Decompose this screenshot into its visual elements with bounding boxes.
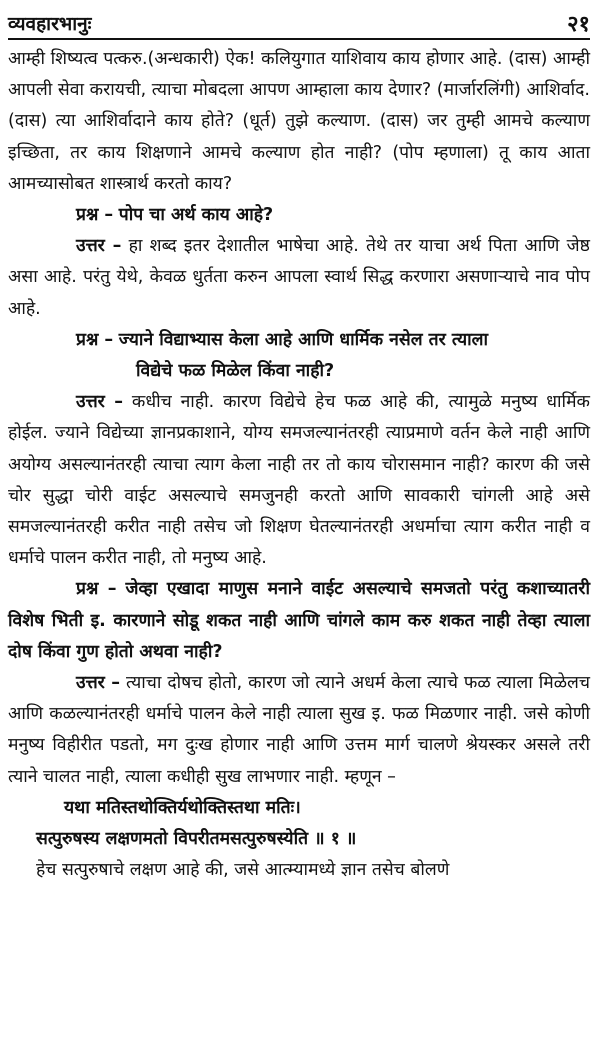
question-continuation: विद्येचे फळ मिळेल किंवा नाही? bbox=[136, 361, 335, 382]
question-label: प्रश्न – bbox=[76, 205, 114, 226]
answer-text: कधीच नाही. कारण विद्येचे हेच फळ आहे की, त्यामुळे मनुष्य धार्मिक होईल. ज्याने विद्येच्या ज्ञानप्रकाशाने, योग्य समजल्यानंतरही त्याप्रमाणे वर्तन केले नाही आणि अयोग्य असल्यानंतरही त्याचा त्याग केला नाही तर तो काय चोरासमान नाही? कारण की जसे चोर सुद्धा चोरी वाईट असल्याचे समजुनही करतो आणि सावकारी चांगली आहे असे समजल्यानंतरही करीत नाही तसेच जो शिक्षण घेतल्यानंतरही अधर्माचा त्याग करीत नाही व धर्माचे पालन करीत नाही, तो मनुष्य आहे. bbox=[8, 392, 590, 569]
question-label: प्रश्न – bbox=[76, 329, 114, 350]
question-text: ज्याने विद्याभ्यास केला आहे आणि धार्मिक नसेल तर त्याला bbox=[118, 329, 489, 350]
answer-text: हा शब्द इतर देशातील भाषेचा आहे. तेथे तर याचा अर्थ पिता आणि जेष्ठ असा आहे. परंतु येथे, केवळ धुर्तता करुन आपला स्वार्थ सिद्ध करणारा असणाऱ्याचे नाव पोप आहे. bbox=[8, 236, 590, 319]
answer-paragraph bbox=[8, 231, 590, 325]
question-paragraph bbox=[8, 574, 590, 668]
answer-paragraph bbox=[8, 668, 590, 793]
running-title: व्यवहारभानुः bbox=[8, 13, 92, 35]
sanskrit-verse-line: सत्पुरुषस्य लक्षणमतो विपरीतमसत्पुरुषस्येति ॥ १ ॥ bbox=[36, 829, 357, 850]
opening-paragraph: आम्ही शिष्यत्व पत्करु.(अन्धकारी) ऐक! कलियुगात याशिवाय काय होणार आहे. (दास) आम्ही आपली सेवा करायची, त्याचा मोबदला आपण आम्हाला काय देणार? (मार्जारलिंगी) आशिर्वाद. (दास) त्या आशिर्वादाने काय होते? (धूर्त) तुझे कल्याण. (दास) जर तुम्ही आमचे कल्याण इच्छिता, तर काय शिक्षणाने आमचे कल्याण होत नाही? (पोप म्हणाला) तू काय आता आमच्यासोबत शास्त्रार्थ करतो काय? bbox=[8, 49, 590, 194]
closing-line: हेच सत्पुरुषाचे लक्षण आहे की, जसे आत्म्यामध्ये ज्ञान तसेच बोलणे bbox=[36, 860, 450, 881]
page-body bbox=[8, 44, 590, 886]
answer-text: त्याचा दोषच होतो, कारण जो त्याने अधर्म केला त्याचे फळ त्याला मिळेलच आणि कळल्यानंतरही धर्माचे पालन केले नाही त्याला सुख इ. फळ मिळणार नाही. जसे कोणी मनुष्य विहीरीत पडतो, मग दुःख होणार नाही आणि उत्तम मार्ग चालणे श्रेयस्कर असले तरी त्याने चालत नाही, त्याला कधीही सुख लाभणार नाही. म्हणून – bbox=[8, 673, 590, 787]
running-header bbox=[8, 0, 590, 40]
page-number: २१ bbox=[567, 12, 590, 37]
answer-label: उत्तर – bbox=[76, 673, 121, 694]
sanskrit-verse-line: यथा मतिस्तथोक्तिर्यथोक्तिस्तथा मतिः। bbox=[64, 797, 301, 818]
answer-paragraph bbox=[8, 387, 590, 574]
answer-label: उत्तर – bbox=[76, 236, 122, 257]
question-text: पोप चा अर्थ काय आहे? bbox=[118, 205, 274, 226]
question-text: जेव्हा एखादा माणुस मनाने वाईट असल्याचे समजतो परंतु कशाच्यातरी विशेष भिती इ. कारणाने सोडू शकत नाही आणि चांगले काम करु शकत नाही तेव्हा त्याला दोष किंवा गुण होतो अथवा नाही? bbox=[8, 579, 590, 662]
question-label: प्रश्न – bbox=[76, 579, 117, 600]
answer-label: उत्तर – bbox=[76, 392, 123, 413]
question-paragraph bbox=[8, 325, 590, 356]
question-paragraph bbox=[8, 200, 590, 231]
